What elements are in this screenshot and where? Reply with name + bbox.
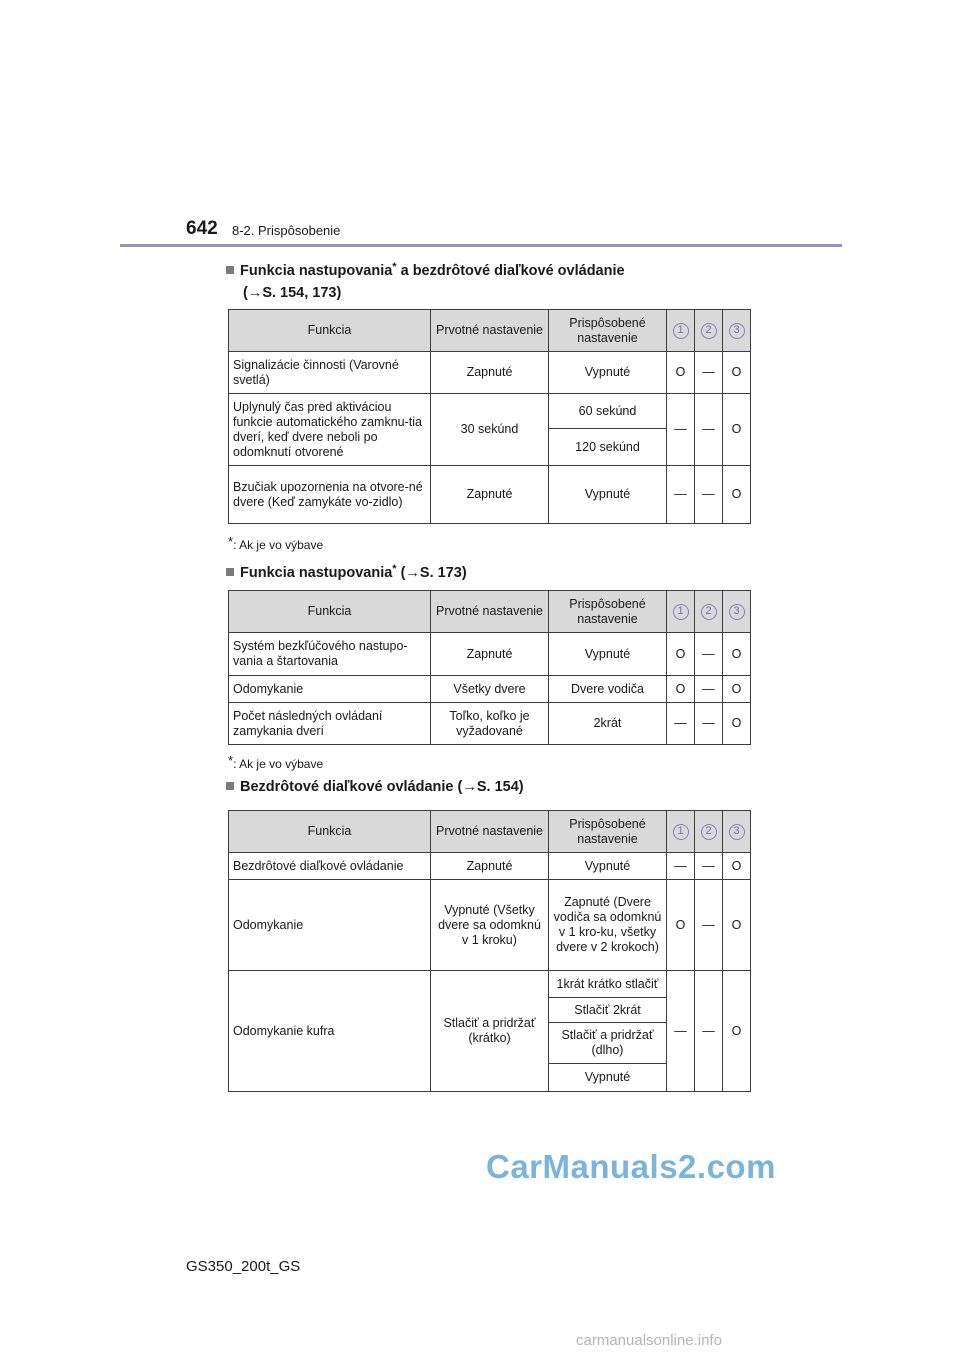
- circled-number-icon: 3: [729, 824, 745, 840]
- cell-customized: Stlačiť a pridržať (dlho): [549, 1023, 667, 1064]
- cell-col-1: —: [667, 971, 695, 1092]
- table-header-row: [229, 811, 751, 853]
- cell-col-2: —: [695, 880, 723, 971]
- col-header-3: [723, 310, 751, 352]
- cell-customized: Stlačiť 2krát: [549, 998, 667, 1023]
- watermark-online[interactable]: carmanualsonline.info: [576, 1332, 722, 1349]
- cell-default: Stlačiť a pridržať (krátko): [431, 971, 549, 1092]
- section-heading-entry-and-remote: [226, 256, 625, 304]
- cell-col-2: —: [695, 676, 723, 703]
- cell-col-1: O: [667, 352, 695, 394]
- cell-default: Všetky dvere: [431, 676, 549, 703]
- cell-col-3: O: [723, 703, 751, 745]
- circled-number-icon: 1: [673, 323, 689, 339]
- cell-function: Odomykanie: [229, 880, 431, 971]
- col-header-function: Funkcia: [229, 811, 431, 853]
- bullet-square-icon: [226, 266, 234, 274]
- cell-customized: Zapnuté (Dvere vodiča sa odomknú v 1 kro-ku, všetky dvere v 2 krokoch): [549, 880, 667, 971]
- circled-number-icon: 2: [701, 323, 717, 339]
- circled-number-icon: 2: [701, 824, 717, 840]
- circled-number-icon: 1: [673, 604, 689, 620]
- col-header-customized: Prispôsobené nastavenie: [549, 310, 667, 352]
- bullet-square-icon: [226, 782, 234, 790]
- cell-col-1: O: [667, 676, 695, 703]
- cell-col-2: —: [695, 352, 723, 394]
- col-header-1: [667, 811, 695, 853]
- cell-col-3: O: [723, 880, 751, 971]
- cell-col-3: O: [723, 352, 751, 394]
- page-reference: (→S. 173): [396, 565, 467, 581]
- cell-col-3: O: [723, 853, 751, 880]
- table-row: [229, 971, 751, 998]
- table-row: [229, 703, 751, 745]
- page-reference: (→S. 154): [453, 779, 524, 795]
- heading-text-continued: a bezdrôtové diaľkové ovládanie: [396, 263, 625, 279]
- cell-default: Zapnuté: [431, 853, 549, 880]
- cell-col-2: —: [695, 853, 723, 880]
- col-header-2: [695, 310, 723, 352]
- bullet-square-icon: [226, 568, 234, 576]
- col-header-2: [695, 591, 723, 633]
- settings-table-3: [228, 810, 751, 1092]
- col-header-default: Prvotné nastavenie: [431, 811, 549, 853]
- table-row: [229, 633, 751, 676]
- cell-col-1: —: [667, 394, 695, 466]
- cell-customized: Vypnuté: [549, 853, 667, 880]
- cell-default: Zapnuté: [431, 633, 549, 676]
- cell-function: Odomykanie: [229, 676, 431, 703]
- circled-number-icon: 3: [729, 323, 745, 339]
- cell-function: Počet následných ovládaní zamykania dverí: [229, 703, 431, 745]
- cell-col-3: O: [723, 676, 751, 703]
- table-row: [229, 352, 751, 394]
- table-row: [229, 394, 751, 429]
- cell-customized: 60 sekúnd: [549, 394, 667, 429]
- cell-col-1: —: [667, 703, 695, 745]
- col-header-1: [667, 310, 695, 352]
- page-number: 642: [186, 218, 218, 239]
- cell-col-3: O: [723, 633, 751, 676]
- col-header-1: [667, 591, 695, 633]
- section-heading-entry: [226, 558, 467, 584]
- cell-default: 30 sekúnd: [431, 394, 549, 466]
- col-header-3: [723, 591, 751, 633]
- col-header-customized: Prispôsobené nastavenie: [549, 591, 667, 633]
- circled-number-icon: 1: [673, 824, 689, 840]
- cell-customized: Vypnuté: [549, 633, 667, 676]
- col-header-default: Prvotné nastavenie: [431, 591, 549, 633]
- footnote-star: *: [228, 753, 234, 768]
- cell-function: Bezdrôtové diaľkové ovládanie: [229, 853, 431, 880]
- header-rule: [120, 244, 842, 247]
- cell-function: Bzučiak upozornenia na otvore-né dvere (Keď zamykáte vo-zidlo): [229, 466, 431, 524]
- cell-default: Toľko, koľko je vyžadované: [431, 703, 549, 745]
- table-row: [229, 466, 751, 524]
- footnote: *: Ak je vo výbave: [228, 753, 324, 771]
- cell-customized: 120 sekúnd: [549, 429, 667, 466]
- cell-col-1: —: [667, 853, 695, 880]
- cell-col-1: —: [667, 466, 695, 524]
- section-heading-remote: [226, 776, 524, 798]
- heading-text: Bezdrôtové diaľkové ovládanie: [240, 779, 454, 795]
- footnote: *: Ak je vo výbave: [228, 534, 324, 552]
- cell-col-3: O: [723, 394, 751, 466]
- cell-function: Uplynulý čas pred aktiváciou funkcie automatického zamknu-tia dverí, keď dvere neboli po odomknutí otvorené: [229, 394, 431, 466]
- footnote-star: *: [392, 261, 397, 273]
- col-header-default: Prvotné nastavenie: [431, 310, 549, 352]
- cell-col-1: O: [667, 880, 695, 971]
- table-row: [229, 880, 751, 971]
- settings-table-1: [228, 309, 751, 524]
- cell-default: Zapnuté: [431, 466, 549, 524]
- cell-customized: 2krát: [549, 703, 667, 745]
- cell-col-3: O: [723, 971, 751, 1092]
- cell-function: Signalizácie činnosti (Varovné svetlá): [229, 352, 431, 394]
- cell-customized: Dvere vodiča: [549, 676, 667, 703]
- table-row: [229, 853, 751, 880]
- cell-col-2: —: [695, 466, 723, 524]
- cell-col-2: —: [695, 394, 723, 466]
- cell-customized: Vypnuté: [549, 352, 667, 394]
- heading-text: Funkcia nastupovania: [240, 263, 393, 279]
- footnote-text: Ak je vo výbave: [239, 757, 324, 771]
- heading-text: Funkcia nastupovania: [240, 565, 393, 581]
- col-header-3: [723, 811, 751, 853]
- col-header-2: [695, 811, 723, 853]
- cell-customized: 1krát krátko stlačiť: [549, 971, 667, 998]
- table-row: [229, 676, 751, 703]
- table-header-row: [229, 591, 751, 633]
- watermark-carmanuals[interactable]: CarManuals2.com: [486, 1148, 776, 1185]
- model-code: GS350_200t_GS: [186, 1258, 301, 1275]
- cell-function: Odomykanie kufra: [229, 971, 431, 1092]
- circled-number-icon: 2: [701, 604, 717, 620]
- cell-col-2: —: [695, 633, 723, 676]
- settings-table-2: [228, 590, 751, 745]
- cell-col-3: O: [723, 466, 751, 524]
- cell-default: Vypnuté (Všetky dvere sa odomknú v 1 kroku): [431, 880, 549, 971]
- cell-function: Systém bezkľúčového nastupo-vania a štartovania: [229, 633, 431, 676]
- chapter-title: 8-2. Prispôsobenie: [232, 223, 341, 238]
- circled-number-icon: 3: [729, 604, 745, 620]
- col-header-function: Funkcia: [229, 591, 431, 633]
- table-header-row: [229, 310, 751, 352]
- footnote-star: *: [228, 534, 234, 549]
- col-header-customized: Prispôsobené nastavenie: [549, 811, 667, 853]
- col-header-function: Funkcia: [229, 310, 431, 352]
- cell-default: Zapnuté: [431, 352, 549, 394]
- cell-col-2: —: [695, 971, 723, 1092]
- footnote-star: *: [392, 563, 397, 575]
- cell-col-1: O: [667, 633, 695, 676]
- footnote-text: Ak je vo výbave: [239, 538, 324, 552]
- cell-customized: Vypnuté: [549, 466, 667, 524]
- page-reference: (→S. 154, 173): [243, 285, 342, 301]
- cell-col-2: —: [695, 703, 723, 745]
- cell-customized: Vypnuté: [549, 1064, 667, 1092]
